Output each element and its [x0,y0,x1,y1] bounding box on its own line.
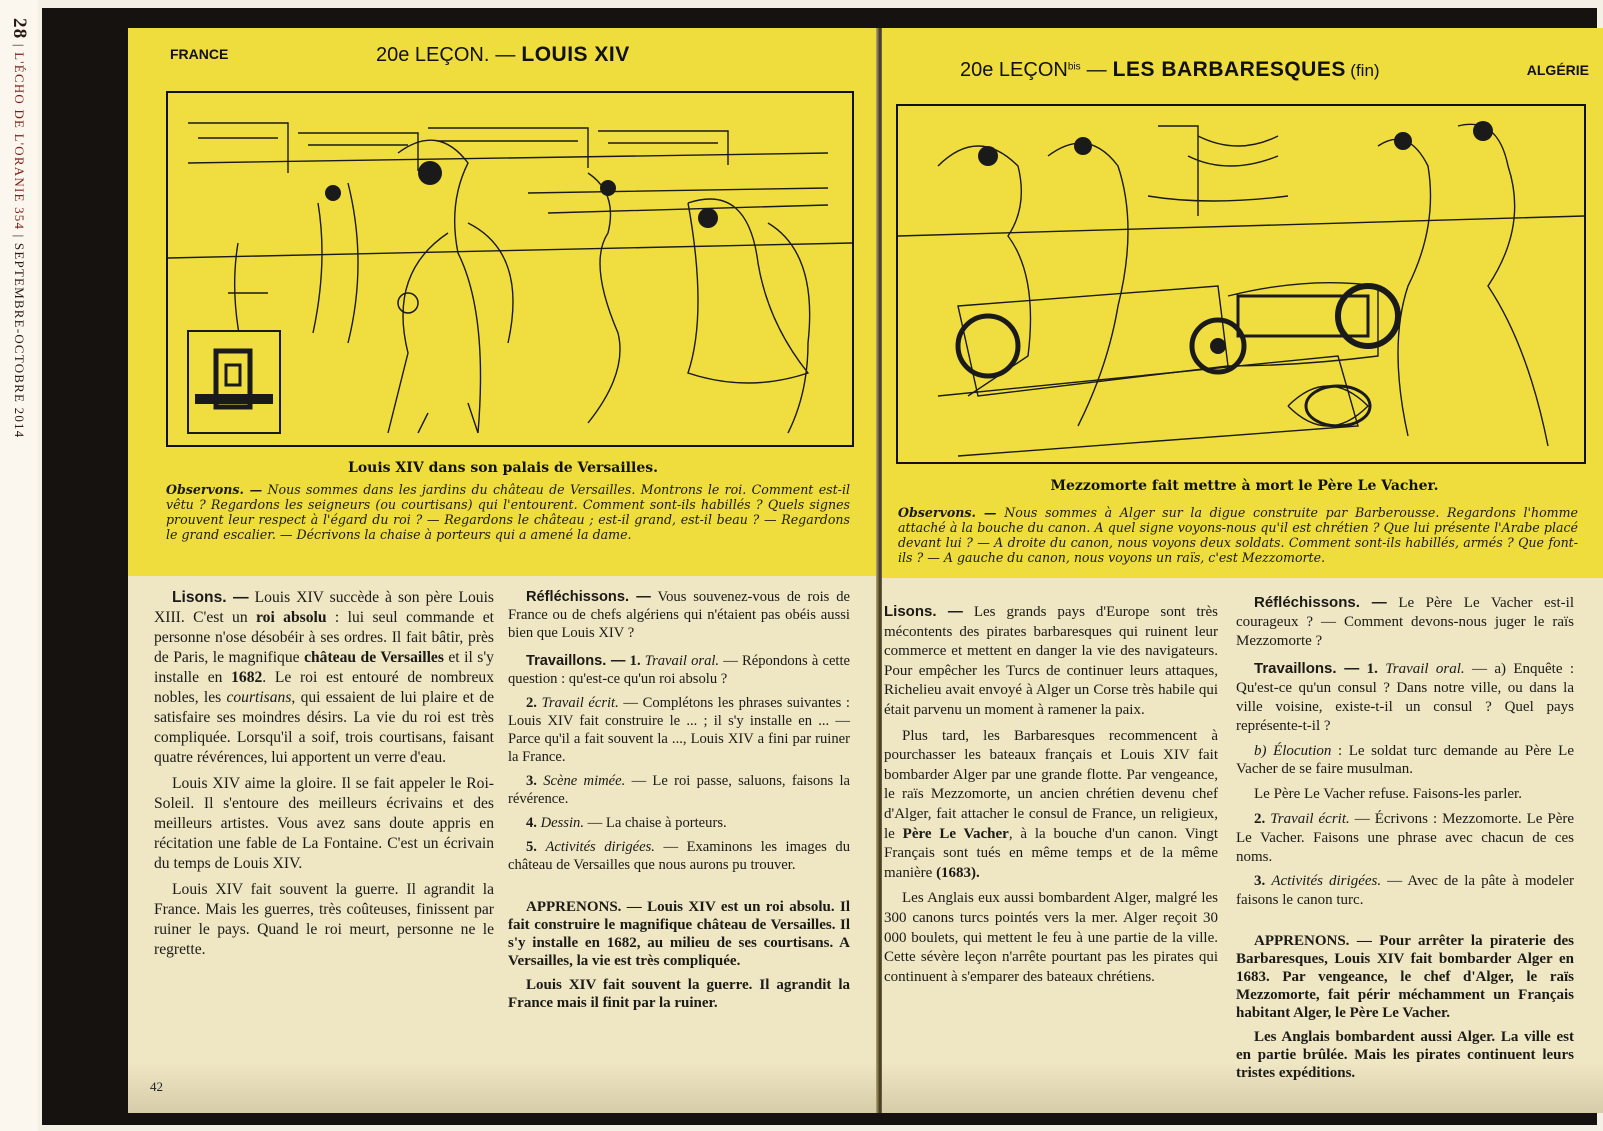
right-page [882,28,1603,1113]
apprenons-paragraph-2: Louis XIV fait souvent la guerre. Il agrandit la France mais il finit par la ruiner. [508,977,850,1011]
illustration-caption: Mezzomorte fait mettre à mort le Père Le Vacher. [1050,478,1439,494]
apprenons-paragraph-1: APPRENONS. — Pour arrêter la piraterie des Barbaresques, Louis XIV fait bombarder Alger en 1683. Par vengeance, le chef d'Alger, le raïs Mezzomorte, fait périr méchamment un Français habitant Alger, le Père Le Vacher. [1236,932,1574,1021]
observons-text: Nous sommes à Alger sur la digue construite par Barberousse. Regardons l'homme attaché à la bouche du canon. A quel signe voyons-nous qu'il est chrétien ? Que lui présente l'Arabe placé devant lui ? — A droite du canon, nous voyons deux soldats. Comment sont-ils habillés, armés ? Que font-ils ? — A gauche du canon, nous voyons un raïs, c'est Mezzomorte. [898,505,1578,565]
lesson-heading: 20e $LEÇON^{bis}$ — LES BARBARESQUES (fin) [960,58,1380,81]
lisons-label: Lisons. — [172,589,249,606]
lesson-number: 20e LEÇON. [376,44,490,66]
left-page [128,28,878,1113]
illustration-caption: Louis XIV dans son palais de Versailles. [348,460,658,476]
apprenons-paragraph-2: Les Anglais bombardent aussi Alger. La ville est en partie brûlée. Mais les pirates continuent leurs tristes expéditions. [1236,1028,1574,1081]
issue-date: SEPTEMBRE-OCTOBRE 2014 [12,242,27,439]
page-number: 42 [150,1079,163,1094]
country-label: FRANCE [170,46,229,62]
apprenons-paragraph-1: APPRENONS. — Louis XIV est un roi absolu. Il fait construire le magnifique château de Versailles. Il s'y installe en 1682, au milieu de ses courtisans. A Versailles, la vie est très compliquée. [508,899,850,969]
illustration-versailles [166,91,854,447]
travaux-column: Réfléchissons. — Vous souvenez-vous de rois de France ou de chefs algériens qui n'étaient pas obéis aussi bien que Louis XIV ? Travaillons. — 1. Travail oral. — Répondons à cette question : qu'est-ce qu'un roi absolu ? 2. Travail écrit. — Complétons les phrases suivantes : Louis XIV fait construire le ... ; il s'y installe en ... — Parce qu'il a fait souvent la ..., Louis XIV a fini par ruiner la France. 3. Scène mimée. — Le roi passe, saluons, faisons la révérence. 4. Dessin. — La chaise à porteurs. 5. Activités dirigées. — Examinons les images du château de Versailles que nous aurons pu trouver. APPRENONS. — Louis XIV est un roi absolu. Il fait construire le magnifique château de Versailles. Il s'y installe en 1682, au milieu de ses courtisans. A Versailles, la vie est très compliquée. Louis XIV fait souvent la guerre. Il agrandit la France mais il finit par la ruiner. [508,589,851,1011]
observons-label: Observons. — [166,482,263,497]
lisons-paragraph-3: Louis XIV fait souvent la guerre. Il agrandit la France. Mais les guerres, très coûteuses, finissent par ruiner le pays. Quand le roi meurt, personne ne le regrette. [154,881,494,958]
reflechissons-label: Réfléchissons. — [1254,594,1387,611]
lesson-number: 20e LEÇON [960,59,1068,81]
lesson-suffix: bis [1067,61,1081,73]
margin-page-number: 28 [9,18,30,40]
observons-paragraph [166,482,850,542]
observons-text: Nous sommes dans les jardins du château de Versailles. Montrons le roi. Comment est-il vêtu ? Regardons les seigneurs (ou courtisans) qui l'entourent. Comment sont-ils habillés ? Quels signes prouvent leur respect à l'égard du roi ? — Regardons le château ; est-il grand, est-il beau ? — Regardons le grand escalier. — Décrivons la chaise à porteurs qui a amené la dame. [166,482,850,542]
magazine-name: L'ÉCHO DE L'ORANIE 354 [12,52,27,231]
lisons-label: Lisons. — [884,603,963,620]
travaux-column: Réfléchissons. — Le Père Le Vacher est-il courageux ? — Comment devons-nous juger le raïs Mezzomorte ? Travaillons. — 1. Travail oral. — a) Enquête : Qu'est-ce qu'un consul ? Dans notre ville, ou dans la ville voisine, existe-t-il un consul ? Quel pays représente-t-il ? b) Élocution : Le soldat turc demande au Père Le Vacher de se faire musulman. Le Père Le Vacher refuse. Faisons-les parler. 2. Travail écrit. — Écrivons : Mezzomorte. Le Père Le Vacher. Faisons une phrase avec chacun de ces noms. 3. Activités dirigées. — Avec de la pâte à modeler faisons le canon turc. APPRENONS. — Pour arrêter la piraterie des Barbaresques, Louis XIV fait bombarder Alger en 1683. Par vengeance, le chef d'Alger, le raïs Mezzomorte, fait périr méchamment un Français habitant Alger, le Père Le Vacher. Les Anglais bombardent aussi Alger. La ville est en partie brûlée. Mais les pirates continuent leurs tristes expéditions. [1236,594,1575,1081]
lisons-column: Lisons. — Louis XIV succède à son père Louis XIII. C'est un roi absolu : lui seul commande et personne n'ose désobéir à ses ordres. Il fait bâtir, près de Paris, le magnifique château de Versailles et il s'y installe en 1682. Le roi est entouré de nombreux nobles, les courtisans, qui essaient de lui plaire et de satisfaire ses moindres désirs. La vie du roi est très compliquée. Lorsqu'il a soif, trois courtisans, faisant quatre révérences, lui apportent un verre d'eau. Louis XIV aime la gloire. Il se fait appeler le Roi-Soleil. Il s'entoure des meilleurs écrivains et des meilleurs artistes. Vous avez sans doute appris en récitation une fable de La Fontaine. C'est un écrivain du temps de Louis XIV. Louis XIV fait souvent la guerre. Il agrandit la France. Mais les guerres, très coûteuses, finissent par ruiner le pays. Quand le roi meurt, personne ne le regrette. [154,589,494,958]
travaillons-label: Travaillons. — [1254,660,1360,678]
reflechissons-label: Réfléchissons. — [526,589,651,605]
page-margin [0,0,38,1131]
margin-running-head: 28 | L'ÉCHO DE L'ORANIE 354 | SEPTEMBRE-OCTOBRE 2014 [9,18,30,439]
book-spread [42,8,1597,1125]
lisons-paragraph-2: Louis XIV aime la gloire. Il se fait appeler le Roi-Soleil. Il s'entoure des meilleurs écrivains et des meilleurs artistes. Vous avez sans doute appris en récitation une fable de La Fontaine. C'est un écrivain du temps de Louis XIV. [154,775,494,872]
cannon-drawing [898,106,1584,462]
title-suffix: (fin) [1350,61,1380,80]
lisons-column: Lisons. — Les grands pays d'Europe sont très mécontents des pirates barbaresques qui ruinent leur commerce et mettent en danger la vie des navigateurs. Pour empêcher les Turcs de continuer leurs attaques, Richelieu avait envoyé à Alger un Corse très habile qui était parvenu un moment à ramener la paix. Plus tard, les Barbaresques recommencent à pourchasser les bateaux français et Louis XIV fait bombarder Alger par une grande flotte. Par vengeance, le raïs Mezzomorte, un ancien chrétien devenu chef d'Alger, fait attacher le consul de France, un religieux, le Père Le Vacher, à la bouche d'un canon. Vingt Français sont tués en même temps et de la même manière (1683). Les Anglais eux aussi bombardent Alger, malgré les 300 canons turcs pointés vers la mer. Alger reçoit 30 000 boulets, qui mettent le feu à une partie de la ville. Cette sévère leçon n'arrête pourtant pas les pirates qui continuent à s'emparer des bateaux chrétiens. [884,602,1218,993]
travaillons-label: Travaillons. — [526,653,626,669]
country-label: ALGÉRIE [1526,62,1589,78]
illustration-barbaresques [896,104,1586,464]
versailles-drawing [168,93,852,445]
lesson-title: LOUIS XIV [521,43,630,66]
lisons-paragraph-3: Les Anglais eux aussi bombardent Alger, malgré les 300 canons turcs pointés vers la mer. Alger reçoit 30 000 boulets, qui mettent le feu à une partie de la ville. Cette sévère leçon n'arrête pourtant pas les pirates qui continuent à s'emparer des bateaux chrétiens. [884,890,1218,985]
lesson-title: LES BARBARESQUES [1112,58,1346,81]
observons-paragraph [898,505,1578,565]
observons-label: Observons. — [898,505,997,520]
lesson-heading: 20e LEÇON. — LOUIS XIV [376,43,630,66]
